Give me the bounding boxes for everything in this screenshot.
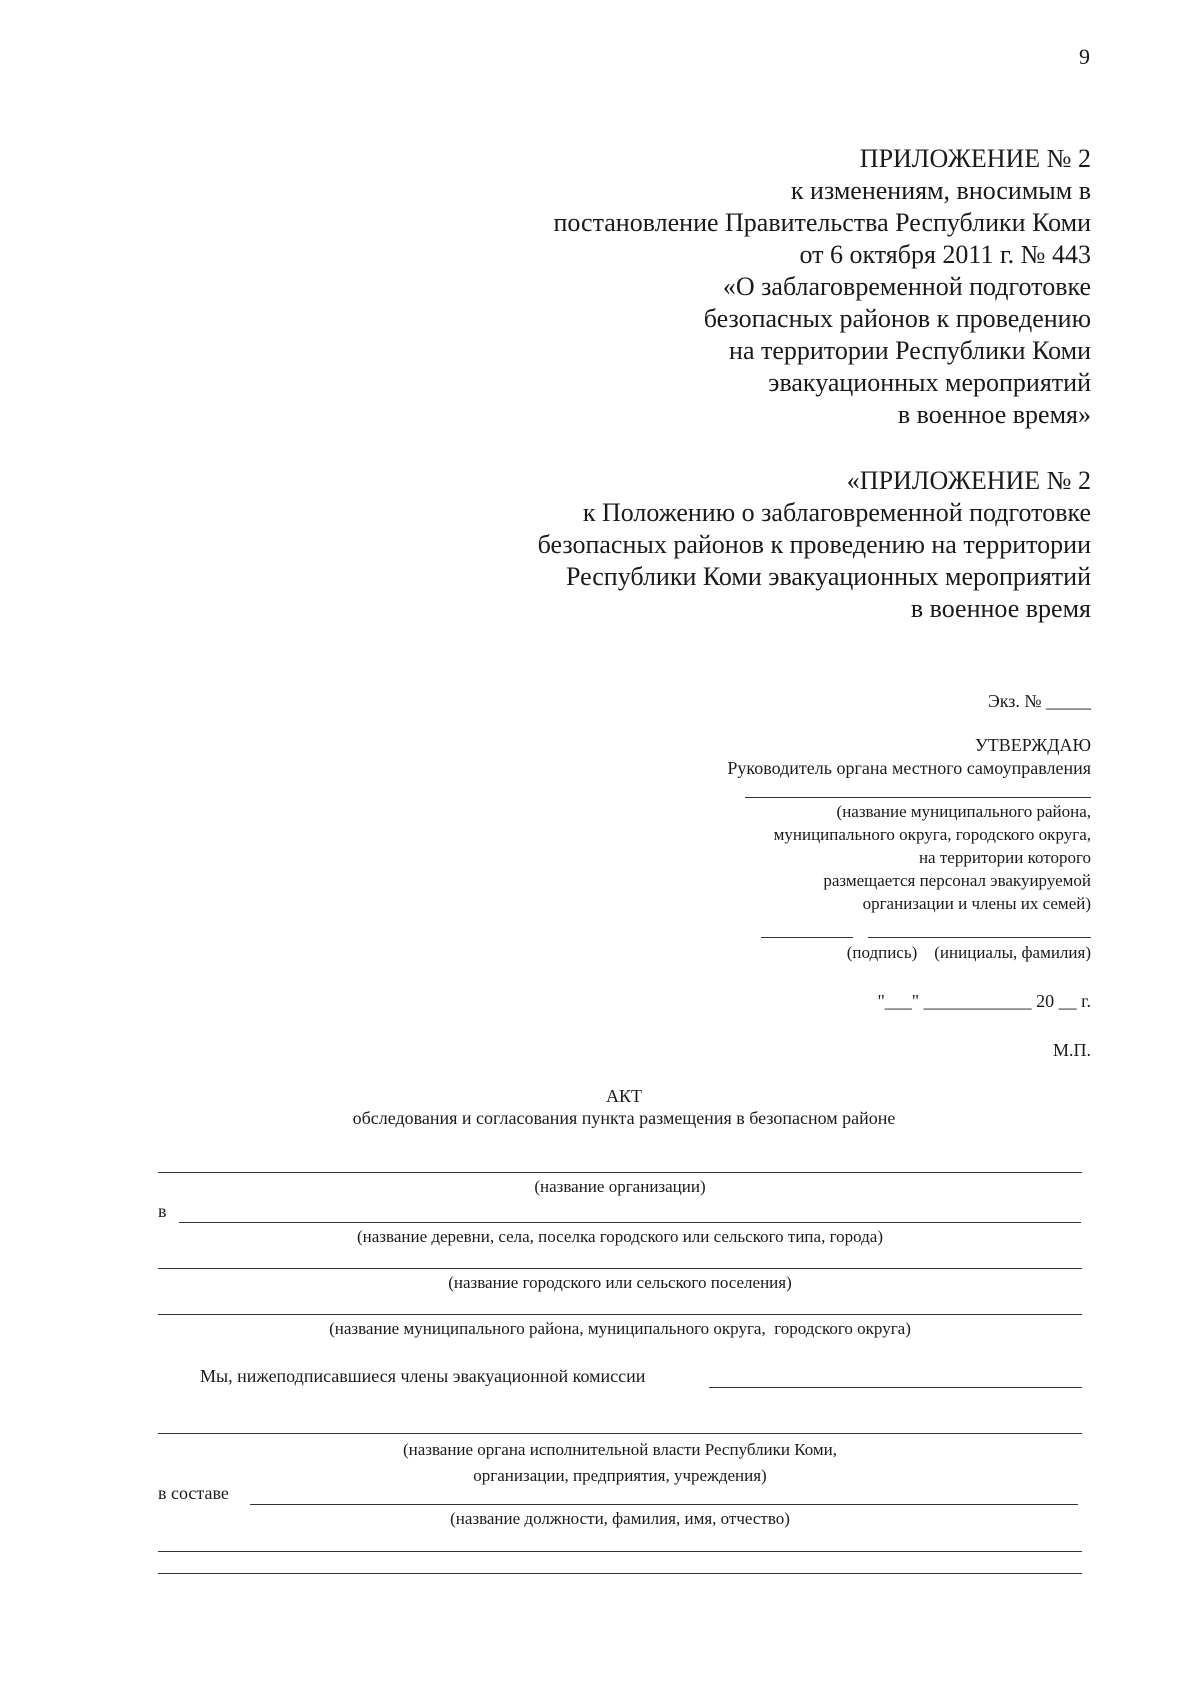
annex-header-line: в военное время» xyxy=(897,400,1091,429)
regulation-header-line: в военное время xyxy=(910,594,1091,623)
approve-label: УТВЕРЖДАЮ xyxy=(974,735,1091,755)
settlement-caption: (название деревни, села, поселка городского или сельского типа, города) xyxy=(357,1227,883,1246)
head-name-line xyxy=(745,797,1091,798)
head-title: Руководитель органа местного самоуправления xyxy=(727,758,1091,778)
head-caption-line: организации и члены их семей) xyxy=(862,894,1091,913)
annex-header xyxy=(553,143,1091,431)
authority-caption-line: организации, предприятия, учреждения) xyxy=(473,1466,767,1485)
regulation-header-line: «ПРИЛОЖЕНИЕ № 2 xyxy=(846,466,1091,495)
copy-number: Экз. № _____ xyxy=(987,691,1091,711)
act-title: АКТ xyxy=(606,1086,642,1106)
authority-caption xyxy=(158,1437,1082,1489)
annex-header-line: эвакуационных мероприятий xyxy=(768,368,1091,397)
signature-line xyxy=(761,937,853,938)
page-number: 9 xyxy=(1079,44,1090,69)
regulation-header-line: к Положению о заблаговременной подготовке xyxy=(582,498,1091,527)
regulation-header-line: безопасных районов к проведению на территории xyxy=(537,530,1091,559)
annex-header-line: ПРИЛОЖЕНИЕ № 2 xyxy=(859,144,1091,173)
head-caption-line: (название муниципального района, xyxy=(836,802,1091,821)
composition-line xyxy=(250,1504,1078,1505)
head-caption-line: муниципального округа, городского округа, xyxy=(773,825,1091,844)
annex-header-line: постановление Правительства Республики Коми xyxy=(553,208,1091,237)
head-caption xyxy=(774,800,1091,915)
commission-text: Мы, нижеподписавшиеся члены эвакуационной комиссии xyxy=(200,1366,646,1386)
seal-label: М.П. xyxy=(1052,1040,1091,1060)
settlement-line xyxy=(179,1222,1081,1223)
commission-line xyxy=(709,1387,1082,1388)
annex-header-line: от 6 октября 2011 г. № 443 xyxy=(799,240,1091,269)
approval-date: "___" ____________ 20 __ г. xyxy=(877,991,1091,1011)
settlement-type-line xyxy=(158,1268,1082,1269)
district-line xyxy=(158,1314,1082,1315)
annex-header-line: на территории Республики Коми xyxy=(729,336,1091,365)
blank-line xyxy=(158,1551,1082,1552)
regulation-header-line: Республики Коми эвакуационных мероприятий xyxy=(565,562,1091,591)
signature-caption: (подпись) (инициалы, фамилия) xyxy=(846,943,1091,962)
annex-header-line: безопасных районов к проведению xyxy=(703,304,1091,333)
composition-caption: (название должности, фамилия, имя, отчество) xyxy=(450,1509,790,1528)
head-caption-line: на территории которого xyxy=(918,848,1091,867)
head-caption-line: размещается персонал эвакуируемой xyxy=(823,871,1091,890)
organization-line xyxy=(158,1172,1082,1173)
regulation-header xyxy=(538,465,1091,625)
district-caption: (название муниципального района, муниципального округа, городского округа) xyxy=(329,1319,911,1338)
organization-caption: (название организации) xyxy=(534,1177,706,1196)
act-subtitle: обследования и согласования пункта размещения в безопасном районе xyxy=(352,1108,896,1128)
annex-header-line: «О заблаговременной подготовке xyxy=(722,272,1091,301)
authority-line xyxy=(158,1433,1082,1434)
composition-label: в составе xyxy=(158,1483,229,1503)
in-label: в xyxy=(158,1201,167,1221)
initials-line xyxy=(868,937,1091,938)
settlement-type-caption: (название городского или сельского поселения) xyxy=(448,1273,792,1292)
annex-header-line: к изменениям, вносимым в xyxy=(790,176,1091,205)
authority-caption-line: (название органа исполнительной власти Республики Коми, xyxy=(402,1440,838,1459)
blank-line xyxy=(158,1573,1082,1574)
